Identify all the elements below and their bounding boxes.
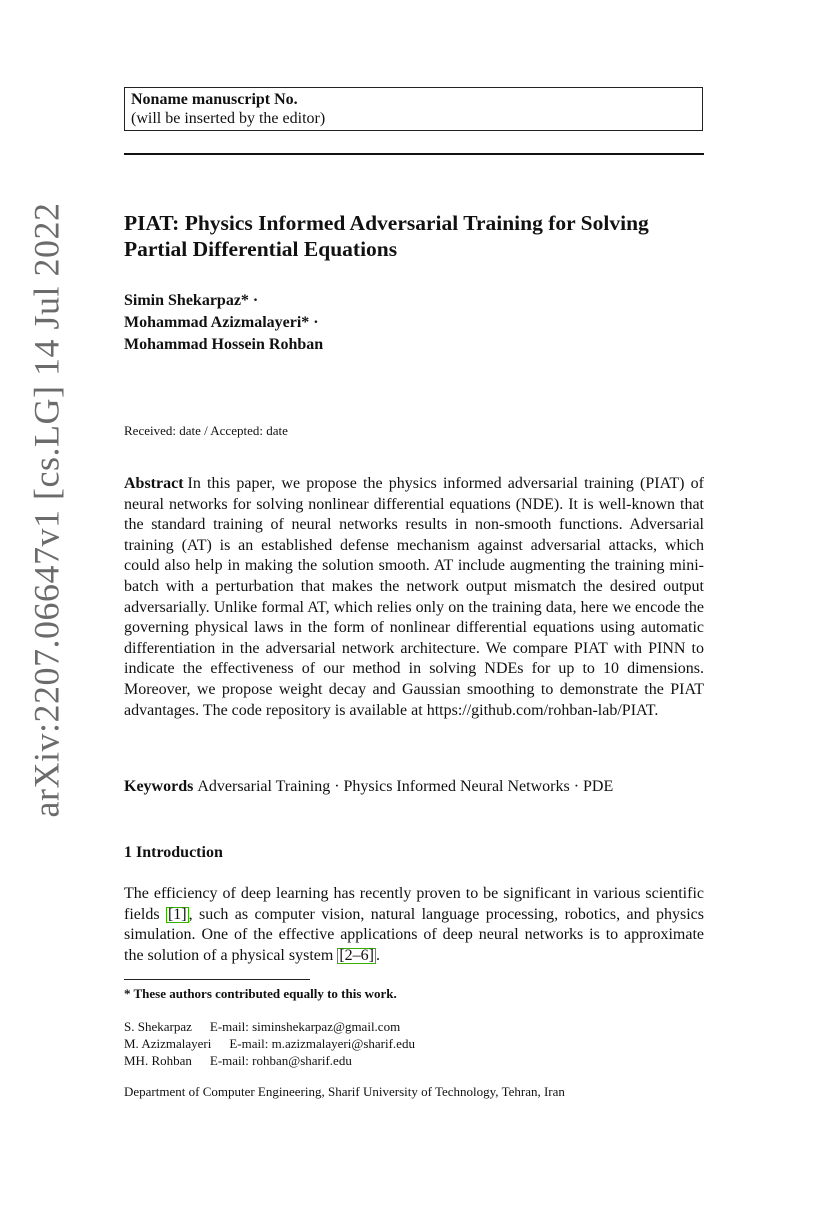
abstract — [124, 474, 704, 721]
author-name: Mohammad Hossein Rohban — [124, 336, 324, 353]
abstract-label: Abstract — [124, 475, 184, 492]
title-rule — [124, 153, 704, 155]
contact-row — [124, 1052, 415, 1069]
contact-list — [124, 1018, 415, 1069]
contact-email: E-mail: siminshekarpaz@gmail.com — [209, 1019, 401, 1034]
author-name: Simin Shekarpaz* · — [124, 292, 259, 309]
paper-title: PIAT: Physics Informed Adversarial Training for Solving Partial Differential Equations — [124, 211, 649, 261]
manuscript-box — [124, 87, 703, 131]
affiliation: Department of Computer Engineering, Sharif University of Technology, Tehran, Iran — [124, 1084, 565, 1099]
section-heading: 1 Introduction — [124, 844, 223, 861]
abstract-text: In this paper, we propose the physics informed adversarial training (PIAT) of neural networks for solving nonlinear differential equations (NDE). It is well-known that the standard training of neural networks results in non-smooth functions. Adversarial training (AT) is an established defense mechanism against adversarial attacks, which could also help in making the solution smooth. AT include augmenting the training mini-batch with a perturbation that makes the network output mismatch the desired output adversarially. Unlike formal AT, which relies only on the training data, here we encode the governing physical laws in the form of nonlinear differential equations using automatic differentiation in the adversarial network architecture. We compare PIAT with PINN to indicate the effectiveness of our method in solving NDEs for up to 10 dimensions. Moreover, we propose weight decay and Gaussian smoothing to demonstrate the PIAT advantages. The code repository is available at https://github.com/rohban-lab/PIAT. — [124, 475, 704, 719]
contact-email: E-mail: rohban@sharif.edu — [209, 1053, 352, 1068]
keywords-text: Adversarial Training · Physics Informed Neural Networks · PDE — [197, 778, 614, 795]
manuscript-subtitle: (will be inserted by the editor) — [131, 110, 326, 127]
contact-name: MH. Rohban — [124, 1053, 192, 1068]
contact-name: S. Shekarpaz — [124, 1019, 192, 1034]
footnote-rule — [124, 979, 310, 980]
keywords-label: Keywords — [124, 778, 194, 795]
author-name: Mohammad Azizmalayeri* · — [124, 314, 319, 331]
introduction-paragraph — [124, 884, 704, 966]
author-list — [124, 290, 704, 356]
intro-text: . — [375, 946, 380, 964]
contact-email: E-mail: m.azizmalayeri@sharif.edu — [229, 1036, 415, 1051]
contact-name: M. Azizmalayeri — [124, 1036, 212, 1051]
citation-link[interactable]: [2–6] — [339, 946, 374, 964]
received-date: Received: date / Accepted: date — [124, 423, 288, 438]
contact-row — [124, 1035, 415, 1052]
manuscript-title: Noname manuscript No. — [131, 91, 298, 108]
contact-row — [124, 1018, 415, 1035]
intro-text: , such as computer vision, natural language processing, robotics, and physics simulation. One of the effective applications of deep neural networks is to approximate the solution of a physical system — [124, 905, 705, 964]
keywords — [124, 777, 704, 797]
intro-text: The efficiency of deep learning has recently proven to be significant in various scientific fields — [124, 885, 704, 923]
arxiv-stamp — [18, 202, 74, 818]
arxiv-stamp-text: arXiv:2207.06647v1 [cs.LG] 14 Jul 2022 — [26, 202, 66, 818]
citation-link[interactable]: [1] — [167, 905, 187, 923]
footnote: * These authors contributed equally to this work. — [124, 986, 397, 1001]
